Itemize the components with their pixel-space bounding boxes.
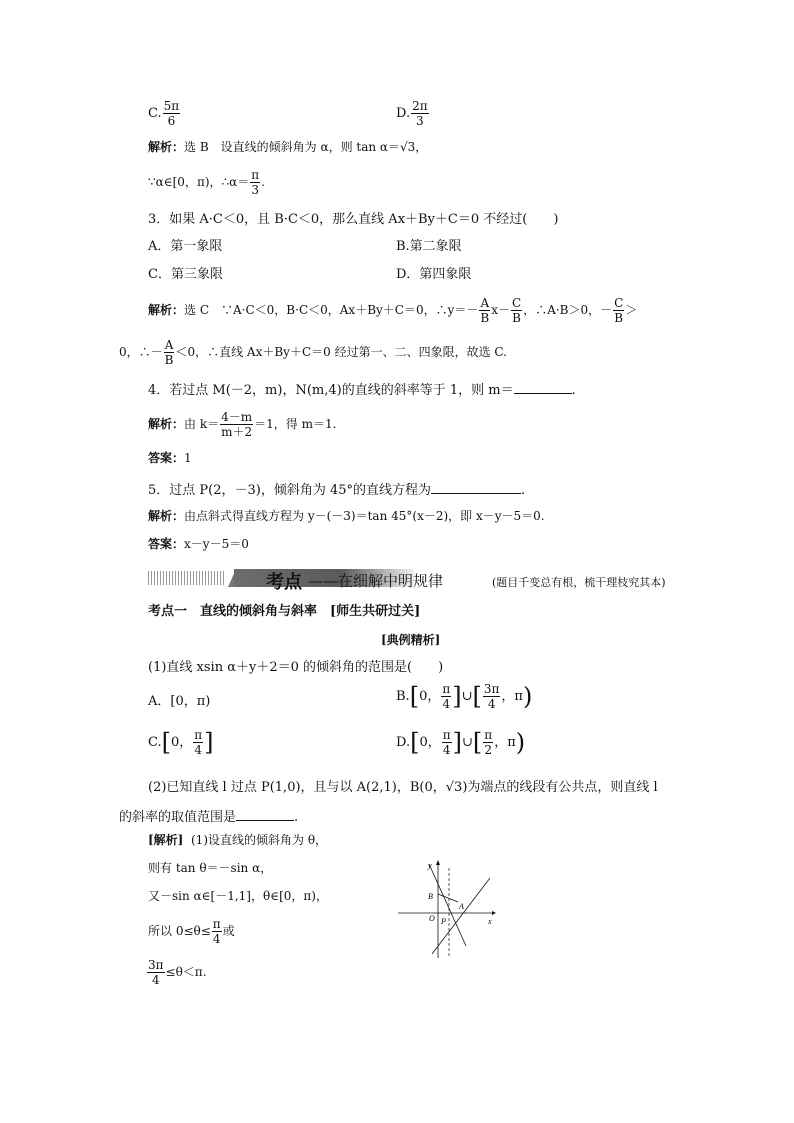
solution-label: 解析： bbox=[148, 509, 185, 523]
numerator: 4－m bbox=[221, 410, 253, 424]
q2-solution-line1 bbox=[148, 141, 427, 153]
y-axis-arrow bbox=[436, 860, 440, 865]
stem-text: 4．若过点 M(－2，m)，N(m,4)的直线的斜率等于 1，则 m＝ bbox=[148, 383, 514, 398]
choice-label: C. bbox=[148, 735, 162, 750]
solution-text: 0，∴－ bbox=[119, 345, 163, 359]
q3-choice-c: C．第三象限 bbox=[148, 267, 223, 282]
numerator: π bbox=[212, 917, 221, 931]
stem-text: . bbox=[571, 383, 576, 398]
solution-text: . bbox=[261, 175, 265, 189]
fraction bbox=[613, 296, 624, 325]
ex1-choice-a: A．[0，π) bbox=[148, 694, 211, 709]
choice-text: ，π bbox=[501, 689, 523, 704]
solution-label: 解析： bbox=[148, 140, 185, 154]
q4-solution bbox=[148, 410, 336, 439]
fraction bbox=[479, 296, 490, 325]
q5-stem bbox=[148, 481, 525, 497]
numerator: π bbox=[442, 682, 451, 696]
banner-head: 考点 bbox=[266, 572, 302, 593]
left-bracket: [ bbox=[472, 682, 482, 711]
label-x: x bbox=[488, 917, 492, 926]
fraction bbox=[250, 168, 260, 197]
q5-solution bbox=[148, 510, 545, 522]
right-bracket: ] bbox=[204, 728, 214, 757]
answer-blank[interactable] bbox=[514, 381, 572, 394]
denominator: 2 bbox=[484, 743, 493, 757]
left-bracket: [ bbox=[410, 728, 420, 757]
q5-answer bbox=[148, 538, 249, 550]
denominator: B bbox=[164, 353, 174, 367]
denominator: 4 bbox=[442, 697, 451, 711]
label-y: y bbox=[428, 861, 432, 870]
answer-text: 1 bbox=[184, 451, 192, 465]
answer-blank[interactable] bbox=[431, 481, 521, 494]
numerator: π bbox=[251, 168, 260, 182]
fraction bbox=[483, 728, 493, 757]
denominator: B bbox=[512, 311, 521, 325]
banner-hatch bbox=[148, 571, 226, 585]
fraction bbox=[411, 99, 429, 128]
banner-title: ——在细解中明规律 bbox=[308, 572, 444, 590]
answer-label: 答案： bbox=[148, 451, 185, 465]
ex2-line1: (2)已知直线 l 过点 P(1,0)，且与以 A(2,1)，B(0，√3)为端点的线段有公共点，则直线 l bbox=[148, 780, 658, 795]
analysis-line3: 又－sin α∈[－1,1]，θ∈[0，π)， bbox=[148, 889, 328, 903]
q3-solution-line2 bbox=[119, 338, 507, 367]
denominator: 4 bbox=[212, 932, 221, 946]
label-a: A bbox=[459, 902, 464, 911]
section-subtitle: [典例精析] bbox=[381, 633, 441, 647]
answer-blank[interactable] bbox=[236, 808, 294, 821]
denominator: 4 bbox=[442, 743, 451, 757]
left-bracket: [ bbox=[472, 728, 483, 757]
left-bracket: [ bbox=[409, 682, 420, 711]
ex2-line2 bbox=[119, 808, 298, 824]
denominator: 4 bbox=[151, 973, 160, 987]
denominator: 3 bbox=[251, 183, 260, 197]
choice-label: C. bbox=[148, 106, 162, 121]
q4-answer bbox=[148, 452, 192, 464]
answer-text: x－y－5＝0 bbox=[184, 537, 249, 551]
choice-label: D. bbox=[396, 735, 411, 750]
slope-diagram bbox=[396, 858, 500, 962]
analysis-text: 所以 0≤θ≤ bbox=[148, 924, 211, 938]
stem-text: 5．过点 P(2，－3)，倾斜角为 45°的直线方程为 bbox=[148, 483, 432, 498]
stem-text: . bbox=[294, 810, 299, 825]
answer-label: 答案： bbox=[148, 537, 185, 551]
solution-text: 由点斜式得直线方程为 y－(－3)＝tan 45°(x－2)，即 x－y－5＝0. bbox=[184, 509, 545, 523]
stem-text: . bbox=[521, 483, 526, 498]
section-title: 考点一 直线的倾斜角与斜率 [师生共研过关] bbox=[148, 604, 421, 619]
fraction bbox=[220, 410, 253, 439]
numerator: π bbox=[484, 728, 493, 742]
numerator: 3π bbox=[148, 958, 164, 972]
solution-text: ＜0，∴直线 Ax＋By＋C＝0 经过第一、二、四象限，故选 C. bbox=[175, 345, 507, 359]
numerator: C bbox=[512, 296, 522, 310]
q3-choice-b: B.第二象限 bbox=[396, 239, 462, 254]
fraction bbox=[212, 917, 222, 946]
ex1-stem: (1)直线 xsin α＋y＋2＝0 的倾斜角的范围是( ) bbox=[148, 660, 444, 675]
q3-stem: 3．如果 A·C＜0，且 B·C＜0，那么直线 Ax＋By＋C＝0 不经过( ) bbox=[148, 212, 559, 227]
q2-choice-d bbox=[396, 99, 430, 128]
segment-ab bbox=[438, 894, 458, 902]
union-sign: ∪ bbox=[462, 735, 473, 750]
fraction bbox=[441, 682, 451, 711]
denominator: 4 bbox=[194, 743, 203, 757]
q2-solution-line2 bbox=[148, 168, 265, 197]
choice-label: B. bbox=[396, 689, 410, 704]
denominator: 3 bbox=[416, 114, 424, 128]
choice-text: ，π bbox=[494, 735, 516, 750]
fraction bbox=[442, 728, 452, 757]
label-b: B bbox=[428, 892, 433, 901]
choice-text: 0， bbox=[171, 735, 193, 750]
solution-text: 选 C ∵A·C＜0，B·C＜0，Ax＋By＋C＝0，∴y＝－ bbox=[184, 303, 479, 317]
fraction bbox=[511, 296, 522, 325]
section-banner bbox=[148, 566, 668, 592]
x-axis-arrow bbox=[492, 911, 496, 915]
q4-stem bbox=[148, 381, 576, 397]
solution-text: ＞ bbox=[625, 303, 638, 317]
fraction bbox=[164, 338, 175, 367]
ex1-choice-c bbox=[148, 728, 214, 757]
analysis-label: [解析] bbox=[148, 833, 184, 847]
q3-choice-a: A．第一象限 bbox=[148, 239, 223, 254]
label-p: P bbox=[441, 917, 446, 926]
analysis-line4 bbox=[148, 917, 235, 946]
right-paren: ) bbox=[515, 728, 526, 757]
fraction bbox=[483, 682, 501, 711]
analysis-text: (1)设直线的倾斜角为 θ， bbox=[191, 833, 328, 847]
stem-text: 的斜率的取值范围是 bbox=[119, 810, 237, 825]
q2-choice-c bbox=[148, 99, 181, 128]
denominator: 4 bbox=[487, 697, 496, 711]
label-o: O bbox=[429, 914, 435, 923]
banner-note: (题目千变总有根，梳干理枝究其本) bbox=[492, 576, 666, 589]
union-sign: ∪ bbox=[461, 689, 473, 704]
right-bracket: ] bbox=[452, 682, 462, 711]
analysis-line2: 则有 tan θ＝－sin α， bbox=[148, 861, 273, 875]
numerator: A bbox=[480, 296, 490, 310]
solution-text: 由 k＝ bbox=[184, 417, 220, 431]
solution-text: 选 B 设直线的倾斜角为 α，则 tan α＝√3， bbox=[184, 140, 428, 154]
solution-label: 解析： bbox=[148, 303, 185, 317]
numerator: 5π bbox=[163, 99, 180, 113]
q3-solution-line1 bbox=[148, 296, 637, 325]
ex1-choice-b bbox=[396, 682, 532, 711]
left-bracket: [ bbox=[161, 728, 171, 757]
denominator: m＋2 bbox=[221, 425, 253, 439]
analysis-text: 或 bbox=[222, 924, 235, 938]
denominator: 6 bbox=[167, 114, 176, 128]
right-paren: ) bbox=[522, 682, 533, 711]
analysis-text: ≤θ＜π. bbox=[165, 965, 207, 979]
numerator: 3π bbox=[483, 682, 500, 696]
fraction bbox=[193, 728, 203, 757]
solution-text: ＝1，得 m＝1. bbox=[254, 417, 337, 431]
fraction bbox=[163, 99, 181, 128]
solution-text: ，∴A·B＞0，－ bbox=[523, 303, 613, 317]
analysis-line1 bbox=[148, 834, 327, 846]
choice-label: D. bbox=[396, 106, 411, 121]
solution-label: 解析： bbox=[148, 417, 185, 431]
numerator: 2π bbox=[412, 99, 428, 113]
numerator: A bbox=[164, 338, 174, 352]
analysis-line5 bbox=[146, 958, 207, 987]
denominator: B bbox=[614, 311, 624, 325]
numerator: π bbox=[442, 728, 451, 742]
ex1-choice-d bbox=[396, 728, 525, 757]
right-bracket: ] bbox=[452, 728, 463, 757]
fraction bbox=[147, 958, 165, 987]
denominator: B bbox=[480, 311, 490, 325]
choice-text: 0， bbox=[419, 735, 441, 750]
solution-text: x－ bbox=[491, 303, 510, 317]
solution-text: ∵α∈[0，π)，∴α＝ bbox=[148, 175, 250, 189]
numerator: C bbox=[614, 296, 624, 310]
choice-text: 0， bbox=[419, 689, 441, 704]
numerator: π bbox=[194, 728, 203, 742]
q3-choice-d: D．第四象限 bbox=[396, 267, 472, 282]
